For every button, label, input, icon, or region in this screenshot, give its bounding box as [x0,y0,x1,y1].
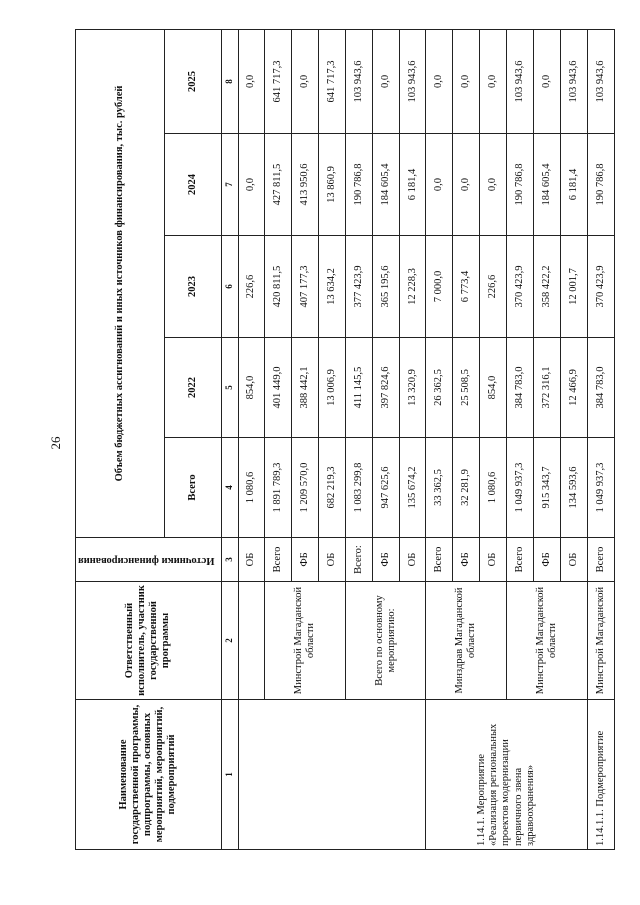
value-cell: 0,0 [453,134,480,236]
value-cell: 1 080,6 [238,438,265,538]
value-cell: 411 145,5 [345,338,372,438]
header-source: Источники финансирования [76,538,222,582]
value-cell: 1 209 570,0 [292,438,319,538]
page-number: 26 [48,436,63,450]
value-cell: 0,0 [426,29,453,133]
value-cell: 226,6 [238,236,265,338]
column-number: 6 [221,236,238,338]
value-cell: 947 625,6 [372,438,399,538]
value-cell: 915 343,7 [533,438,560,538]
value-cell: 190 786,8 [345,134,372,236]
value-cell: 370 423,9 [506,236,533,338]
header-executor: Ответственный исполнитель, участник государственной программы [76,582,222,700]
value-cell: 26 362,5 [426,338,453,438]
value-cell: 13 634,2 [319,236,346,338]
executor-cell: Минстрой Магаданской области [265,582,346,700]
value-cell: 1 891 789,3 [265,438,292,538]
value-cell: 13 860,9 [319,134,346,236]
measure-name-cell: 1.14.1. Мероприятие «Реализация региональных проектов модернизации первичного звена здравоохранения» [426,700,587,850]
executor-cell: Минстрой Магаданской [587,582,614,700]
source-cell: ФБ [453,538,480,582]
value-cell: 401 449,0 [265,338,292,438]
table-row [587,29,614,849]
value-cell: 370 423,9 [587,236,614,338]
value-cell: 7 000,0 [426,236,453,338]
value-cell: 1 083 299,8 [345,438,372,538]
value-cell: 12 228,3 [399,236,426,338]
value-cell: 184 605,4 [533,134,560,236]
name-cell-continued [238,700,426,850]
value-cell: 32 281,9 [453,438,480,538]
submeasure-name-cell: 1.14.1.1. Подмероприятие [587,700,614,850]
value-cell: 641 717,3 [319,29,346,133]
column-number: 7 [221,134,238,236]
value-cell: 25 508,5 [453,338,480,438]
column-number: 3 [221,538,238,582]
value-cell: 6 181,4 [399,134,426,236]
value-cell: 0,0 [238,29,265,133]
source-cell: ОБ [560,538,587,582]
source-cell: ФБ [292,538,319,582]
value-cell: 0,0 [426,134,453,236]
executor-cell-continued [238,582,265,700]
value-cell: 1 080,6 [480,438,507,538]
value-cell: 0,0 [292,29,319,133]
source-cell: ОБ [399,538,426,582]
budget-table-container [75,30,606,850]
value-cell: 384 783,0 [587,338,614,438]
value-cell: 6 773,4 [453,236,480,338]
value-cell: 413 950,6 [292,134,319,236]
value-cell: 407 177,3 [292,236,319,338]
value-cell: 184 605,4 [372,134,399,236]
value-cell: 103 943,6 [560,29,587,133]
value-cell: 1 049 937,3 [506,438,533,538]
value-cell: 397 824,6 [372,338,399,438]
value-cell: 103 943,6 [345,29,372,133]
table-row [238,29,265,849]
value-cell: 103 943,6 [587,29,614,133]
value-cell: 641 717,3 [265,29,292,133]
column-number: 5 [221,338,238,438]
source-cell: ФБ [533,538,560,582]
value-cell: 6 181,4 [560,134,587,236]
value-cell: 103 943,6 [399,29,426,133]
value-cell: 13 320,9 [399,338,426,438]
value-cell: 365 195,6 [372,236,399,338]
source-cell: ОБ [238,538,265,582]
value-cell: 854,0 [480,338,507,438]
column-number: 4 [221,438,238,538]
table-row [426,29,453,849]
value-cell: 0,0 [480,29,507,133]
value-cell: 0,0 [533,29,560,133]
value-cell: 12 001,7 [560,236,587,338]
value-cell: 226,6 [480,236,507,338]
value-cell: 388 442,1 [292,338,319,438]
value-cell: 135 674,2 [399,438,426,538]
value-cell: 0,0 [372,29,399,133]
value-cell: 377 423,9 [345,236,372,338]
value-cell: 1 049 937,3 [587,438,614,538]
header-name: Наименование государственной программы, подпрограммы, основных мероприятий, мероприятий, подмероприятий [76,700,222,850]
column-number: 2 [221,582,238,700]
source-cell: Всего: [345,538,372,582]
value-cell: 420 811,5 [265,236,292,338]
value-cell: 682 219,3 [319,438,346,538]
source-cell: Всего [587,538,614,582]
header-year-2022: 2022 [165,338,221,438]
value-cell: 854,0 [238,338,265,438]
value-cell: 33 362,5 [426,438,453,538]
value-cell: 13 006,9 [319,338,346,438]
source-cell: Всего [265,538,292,582]
value-cell: 190 786,8 [587,134,614,236]
header-budget-group: Объем бюджетных ассигнований и иных источников финансирования, тыс. рублей [76,29,165,537]
value-cell: 103 943,6 [506,29,533,133]
source-cell: ОБ [319,538,346,582]
value-cell: 427 811,5 [265,134,292,236]
source-cell: ФБ [372,538,399,582]
value-cell: 134 593,6 [560,438,587,538]
value-cell: 358 422,2 [533,236,560,338]
value-cell: 0,0 [453,29,480,133]
source-cell: Всего [426,538,453,582]
header-year-total: Всего [165,438,221,538]
header-year-2023: 2023 [165,236,221,338]
value-cell: 372 316,1 [533,338,560,438]
source-cell: Всего [506,538,533,582]
executor-cell: Минстрой Магаданской области [506,582,587,700]
value-cell: 190 786,8 [506,134,533,236]
value-cell: 0,0 [238,134,265,236]
column-number: 8 [221,29,238,133]
column-number: 1 [221,700,238,850]
header-year-2025: 2025 [165,29,221,133]
header-year-2024: 2024 [165,134,221,236]
value-cell: 384 783,0 [506,338,533,438]
executor-cell: Всего по основному мероприятию: [345,582,426,700]
value-cell: 0,0 [480,134,507,236]
budget-table [75,29,615,850]
source-cell: ОБ [480,538,507,582]
rotated-page-area [75,30,606,850]
executor-cell: Минздрав Магаданской области [426,582,507,700]
value-cell: 12 466,9 [560,338,587,438]
